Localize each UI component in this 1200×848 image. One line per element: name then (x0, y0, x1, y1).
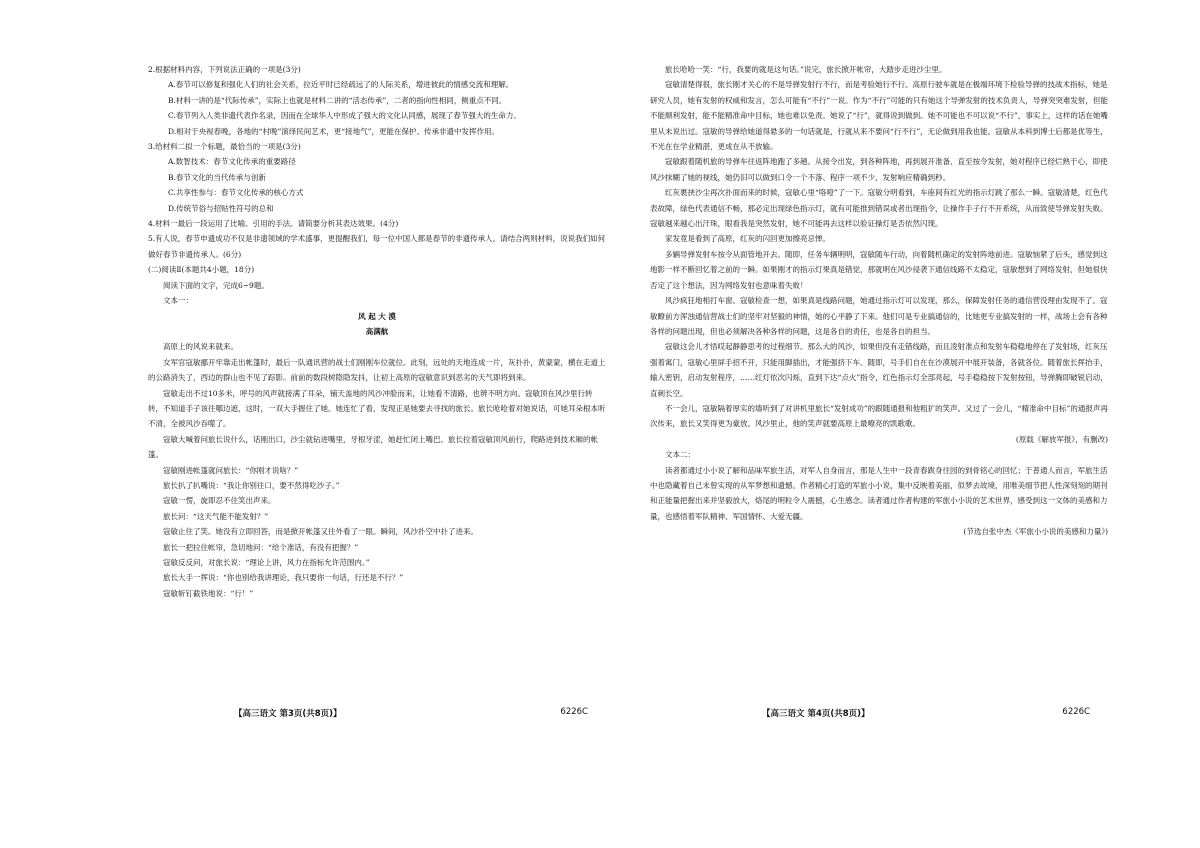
text-paragraph: 2.根据材料内容，下列说法正确的一项是(3分) (148, 65, 301, 74)
text-paragraph: 旅长一把拉住帐帘，急切地问：“给个准话，有没有把握？” (163, 542, 359, 552)
text-paragraph: 旅长扒了扒嘴说：“我让你别往口，要不然得吃沙子。” (163, 480, 340, 490)
text-paragraph: 寇敏止住了笑。她没有立即回答，而是掀开帐篷又往外看了一眼。瞬间，风沙扑空中扑了进来。 (163, 527, 478, 537)
text-paragraph: (原载《解放军报》，有删改) (1015, 434, 1108, 444)
left-page (148, 62, 606, 752)
text-paragraph: 寇敏清楚得很，旅长刚才关心的不是导弹发射行不行，而是考验她行不行。高原行驶车就是在极端环境下检验导弹的技战术指标，她是研究人员，她有发射的权威和发言，怎么可能有“不行”一说。作为“不行”可能的只有她这个导弹发射的技术负责人，导弹突突难发射，但能不能顺利发射，能不能精准命中目标，她也难以免责。她说了“行”，就得说到做到。她不可能也不可以说“不行”，事实上，这样的话在她嘴里从未说出过。寇敏的导弹给她道得悬多的一句话就是，行就从来不要问“行不行”，无论做到用我也能。寇敏从本科到博士后都是优等生，不光在在学业精湛，更成在从不放输。 (650, 80, 1108, 152)
text-paragraph: A.数智技术：春节文化传承的重要路径 (168, 157, 296, 167)
text-paragraph: 高满航 (365, 326, 389, 336)
text-paragraph: 4.材料一最后一段运用了比喻、引用的手法。请简要分析其表达效果。(4分) (148, 219, 399, 229)
exam-code: 6226C (1062, 707, 1090, 717)
page-number: 【高三语文 第3页(共8页)】 (234, 709, 342, 719)
text-paragraph: A.春节可以修复和强化人们的社会关系，拉近平时已经疏远了的人际关系，增进彼此的情感交流和理解。 (168, 80, 514, 90)
text-paragraph: 寇敏一愣，旋即忍不住笑出声来。 (163, 496, 276, 506)
text-paragraph: 寇敏大喊着问旅长说什么，话刚出口，沙尘就钻进嘴里，牙根牙涩，她赶忙闭上嘴巴。旅长拉着寇敏顶风前行，爬路进到技术厢的帐篷。 (148, 434, 598, 460)
exam-code: 6226C (560, 707, 588, 717)
text-paragraph: 寇敏跟着随机旅的导弹车往返阵地跑了多趟。从接令出发，到各种阵地，再到展开准备、直至按令发射，她对程序已经烂熟于心，即使风沙抹糊了她的视线，她仍旧可以做到口令一个不落、程序一项不少，发射响应精确到秒。 (650, 157, 1108, 182)
text-paragraph: 风 起 大 漠 (358, 311, 396, 321)
text-paragraph: 多辆导弹发射车按令从面管地开去。随即，任务车辆明明，寇敏随车行动，向着随机确定的发射阵地前进。寇敏恼紧了后头，感觉到这地影一样不断回忆着之前的一瞬。如果刚才的指示灯果真是错觉，那就明在风沙侵袭下通信线路不太稳定，寇敏想到了网络发射，但她很快否定了这个想法，因为网络发射也意味着失败！ (650, 249, 1108, 290)
text-paragraph: C.共享性参与：春节文化传承的核心方式 (168, 188, 304, 198)
text-paragraph: 家发竟是看到了高原，红灰的闪回更加擦亮忌惮。 (665, 234, 830, 244)
text-paragraph: 寇敏反反问，对旅长说：“理论上讲，风力在指标允许范围内。” (163, 558, 370, 567)
text-paragraph: D.相对于央视春晚，各地的“村晚”演绎民间艺术，更“接地气”，更能在保护、传承非遗中发挥作用。 (168, 126, 499, 136)
page-number: 【高三语文 第4页(共8页)】 (762, 709, 870, 719)
text-paragraph: 文本二： (665, 450, 695, 460)
text-paragraph: 寇敏这会儿才悟哎起静静思考的过程细节。那么大的风沙，如果但没有走错线路，而且凌射准点和发射车稳稳地停在了发射场，红灰压强着寓门，寇敏心里屏手招不开，只能用脚插出，才能强挤下车。随即，号手们自在在沙漠展开中展开装备，各就各位。随着旅长挥抬手，输入密钥，启动发射程序，……红灯依次闪烁，直到下达“点火”指令，红色指示灯全部亮起，号手稳稳按下发射按钮，导弹腾即破锐启动，直刺长空。 (650, 342, 1108, 398)
text-paragraph: 寇敏斩钉截铁地说：“行！” (163, 588, 254, 598)
text-paragraph: 旅长问：“这天气能不能发射？” (163, 511, 269, 521)
text-paragraph: (节选自张中杰《军旅小小说的美感和力量》) (963, 527, 1108, 537)
text-paragraph: 阅读下面的文字，完成6~9题。 (163, 280, 269, 290)
text-paragraph: C.春节列入人类非遗代表作名录，因而在全球华人中形成了强大的文化认同感，展现了春节强大的生命力。 (168, 111, 521, 121)
text-paragraph: (二)阅读Ⅱ(本题共4小题，18分) (148, 265, 255, 275)
right-page (650, 62, 1108, 752)
text-paragraph: 风沙疯狂地相打车窗。寇敏检查一想，如果真是线路问题，她通过指示灯可以发现，那么，保障发射任务的通信营没理由发现不了。寇敏瞭前方浑浊通信营战士们的坚牢对坚毅的神情，她的心平静了下来。他们可是专业搞通信的，比她更专业搞发射的一样，战场上会有各种各样的问题出现，但也必须解决各种各样的问题，这是各自的责任，也是各自的担当。 (650, 296, 1108, 336)
text-paragraph: 旅长大手一挥说：“你也别给我讲理论，我只要你一句话，行还是不行？” (163, 573, 404, 583)
text-paragraph: 5.有人说，春节申遗成功不仅是非遗领域的学术盛事，更提醒我们，每一位中国人都是春节的非遗传承人。请结合两则材料，说说我们如何做好春节非遗传承人。(6分) (148, 234, 606, 259)
text-paragraph: B.春节文化的当代传承与创新 (168, 172, 266, 182)
text-paragraph: 不一会儿，寇敏隔着厚实的墙听到了对讲机里旅长“发射成功”的跟随通报和他粗犷的笑声。又过了一会儿，“精准命中目标”的通报声再次传来，旅长又笑得更为豪放。风沙里止，他的笑声就要高原上最嘹亮的凯歌歌。 (650, 403, 1108, 429)
text-paragraph: B.材料一讲的是“代际传承”，实际上也就是材料二讲的“活态传承”，二者的指向性相同，侧重点不同。 (168, 95, 507, 105)
text-paragraph: 寇敏刚进帐篷就问旅长：“你刚才说啥？” (163, 465, 299, 475)
text-paragraph: 女军官寇敏挪开牢靠走出帐篷时，最后一队通讯营的战士们刚刚车位就位。此刻，远处的天地连成一片，灰扑扑，黄蒙蒙，横在走道上的公路消失了，西边的群山也不见了踪影。前前的数段树隐隐发抖，让初上高原的寇敏意识到恶劣的天气即将到来。 (148, 357, 606, 383)
text-paragraph: 红灰裹挟沙尘再次扑面而来的时候，寇敏心里“咯噔”了一下。寇敏分明看到，车座间有红光的指示灯跳了那么一瞬。寇敏清楚，红色代表故障，绿色代表通信不畅，那必定出现绿色指示灯，就有可能推到错误或者出现指令，让操作手子行不开系统，从而致使导弹发射失败。寇敏越来越心出汗珠，眼看我是突然发射，她不可能再去这样以验证操灯是否依然闪现。 (650, 188, 1108, 229)
text-paragraph: 3.给材料二拟一个标题，最恰当的一项是(3分) (148, 142, 301, 152)
text-paragraph: 文本一： (163, 296, 193, 306)
text-paragraph: 寇敏走出不过10多米，呼号的风声就接满了耳朵，铺天盖地的风沙冲脸而来，让她看不清路，也辨不明方向。寇敏顶在风沙里行转转，不知道手子该往哪边遮，这时，一双大手握住了她。她连忙了看，发现正是她要去寻找的旅长。旅长呛呛着对她说话，可她耳朵根本听不清，全被风沙吞噬了。 (148, 388, 606, 429)
text-paragraph: 读者都通过小小说了解和品味军旅生活，对军人自身而言，那是人生中一段青春跋身往园的到骨铭心的回忆；于普通人而言，军旅生活中也隐藏着自己未曾实现的从军梦想和遗憾。作者精心打造的军旅小小说，集中反映着美丽，似梦去故境，用唯美细节把人性深刻刻的期刊和正能量把握出来并坚毅放大，烙尾的明粒令人震撼，心生感念。读者通过作者构建的军旅小小说的艺术世界，感受到这一文体的美感和力量，也感悟着军队精神、军国情怀、大爱无疆。 (650, 465, 1108, 521)
text-paragraph: 旅长哈哈一笑：“行，我要的就是这句话。”说完，旅长掀开帐帘，大踏步走进沙尘里。 (665, 65, 947, 74)
text-paragraph: D.传统节俗与招贴性符号的总和 (168, 203, 274, 213)
text-paragraph: 高原上的风说来就来。 (163, 342, 238, 352)
